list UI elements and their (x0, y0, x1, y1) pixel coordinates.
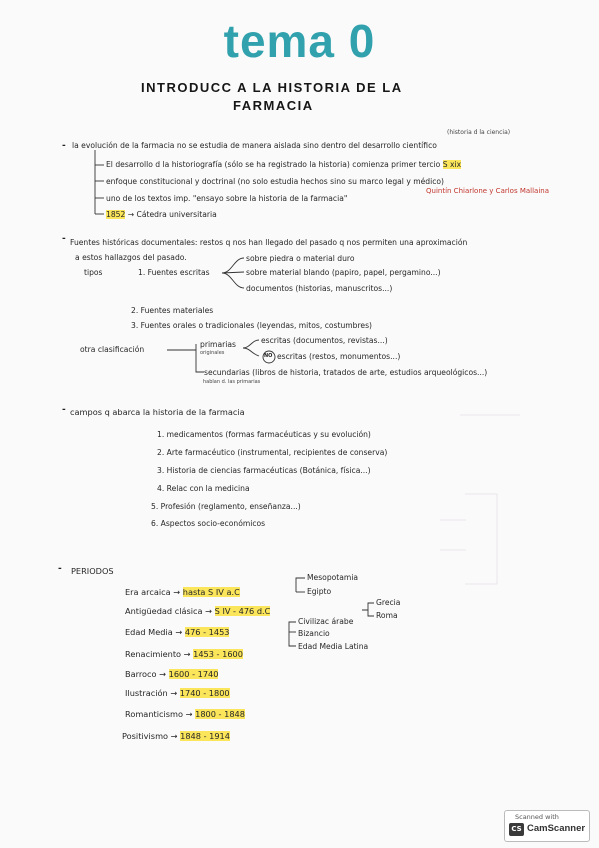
primarias: primarias (200, 340, 236, 349)
primarias-sub-1: escritas (documentos, revistas...) (261, 336, 388, 345)
highlight: S IV - 476 d.C (214, 606, 271, 616)
camscanner-icon: CS (509, 823, 524, 836)
bullet-dash: - (62, 405, 66, 415)
highlight: 476 - 1453 (184, 627, 230, 637)
period-era-arcaica: Era arcaica → hasta S IV a.C (125, 587, 240, 597)
highlight: 1740 - 1800 (179, 688, 230, 698)
period-edad-media: Edad Media → 476 - 1453 (125, 627, 230, 637)
subtitle-line-1: INTRODUCC A LA HISTORIA DE LA (141, 80, 403, 95)
section2-line-2: a estos hallazgos del pasado. (75, 253, 187, 262)
fuentes-materiales: 2. Fuentes materiales (131, 306, 214, 315)
highlight: 1800 - 1848 (195, 709, 245, 719)
no-circle: NO (264, 353, 273, 359)
sub-grecia: Grecia (376, 598, 401, 607)
bullet-dash: - (62, 141, 66, 151)
subtitle-line-2: FARMACIA (233, 98, 314, 113)
section1-item-3: uno de los textos imp. "ensayo sobre la historia de la farmacia" (106, 194, 348, 203)
fuentes-escritas: 1. Fuentes escritas (138, 268, 210, 277)
section2-line-1: Fuentes históricas documentales: restos q nos han llegado del pasado q nos permiten una aproximación (70, 238, 468, 247)
scanned-with-text: Scanned with (515, 813, 559, 821)
sub-civilizac-arabe: Civilizac árabe (298, 617, 354, 626)
escritas-sub-1: sobre piedra o material duro (246, 254, 355, 263)
period-renacimiento: Renacimiento → 1453 - 1600 (125, 649, 243, 659)
section1-main: la evolución de la farmacia no se estudia de manera aislada sino dentro del desarrollo científico (72, 141, 437, 150)
bullet-dash: - (62, 234, 66, 244)
highlight: 1848 - 1914 (180, 731, 230, 741)
sub-egipto: Egipto (307, 587, 332, 596)
fuentes-orales: 3. Fuentes orales o tradicionales (leyendas, mitos, costumbres) (131, 321, 373, 330)
periodos-label: PERIODOS (71, 566, 114, 576)
bullet-dash: - (58, 564, 62, 574)
side-note: (historia d la ciencia) (447, 129, 511, 136)
period-barroco: Barroco → 1600 - 1740 (125, 669, 219, 679)
secundarias-note: hablan d. las primarias (203, 379, 261, 385)
highlight: 1600 - 1740 (168, 669, 219, 679)
period-antiguedad: Antigüedad clásica → S IV - 476 d.C (125, 606, 271, 616)
highlight: S xix (442, 160, 462, 169)
sub-mesopotamia: Mesopotamia (307, 573, 359, 582)
campo-item-1: 1. medicamentos (formas farmacéuticas y su evolución) (157, 430, 371, 439)
sub-edad-media-latina: Edad Media Latina (298, 642, 369, 651)
primarias-sub-2: escritas (restos, monumentos...) (277, 352, 401, 361)
period-positivismo: Positivismo → 1848 - 1914 (122, 731, 230, 741)
period-ilustracion: Ilustración → 1740 - 1800 (125, 688, 230, 698)
campo-item-4: 4. Relac con la medicina (157, 484, 250, 493)
secundarias: secundarias (libros de historia, tratados de arte, estudios arqueológicos...) (204, 368, 488, 377)
escritas-sub-2: sobre material blando (papiro, papel, pergamino...) (246, 268, 441, 277)
section1-authors: Quintín Chiarlone y Carlos Mallaina (426, 187, 550, 195)
page-title: tema 0 (223, 15, 376, 67)
period-romanticismo: Romanticismo → 1800 - 1848 (125, 709, 245, 719)
camscanner-logo (504, 810, 590, 842)
section1-item-2: enfoque constitucional y doctrinal (no solo estudia hechos sino su marco legal y médico) (106, 177, 445, 186)
campo-item-5: 5. Profesión (reglamento, enseñanza...) (151, 502, 301, 511)
camscanner-text: CamScanner (527, 823, 586, 834)
section3-label: campos q abarca la historia de la farmacia (70, 407, 245, 417)
highlight: hasta S IV a.C (182, 587, 240, 597)
campo-item-6: 6. Aspectos socio-económicos (151, 519, 266, 528)
highlight: 1852 (106, 210, 126, 219)
sub-bizancio: Bizancio (298, 629, 330, 638)
types-label: tipos (84, 268, 103, 277)
highlight: 1453 - 1600 (193, 649, 243, 659)
campo-item-2: 2. Arte farmacéutico (instrumental, recipientes de conserva) (157, 448, 388, 457)
primarias-note: originales (200, 350, 225, 356)
campo-item-3: 3. Historia de ciencias farmacéuticas (Botánica, física...) (157, 466, 371, 475)
otra-clasificacion: otra clasificación (80, 345, 145, 354)
section1-item-4: 1852 → Cátedra universitaria (106, 210, 217, 219)
section1-item-1: El desarrollo d la historiografía (sólo se ha registrado la historia) comienza primer tercio S xix (106, 160, 462, 169)
escritas-sub-3: documentos (historias, manuscritos...) (246, 284, 393, 293)
sub-roma: Roma (376, 611, 398, 620)
